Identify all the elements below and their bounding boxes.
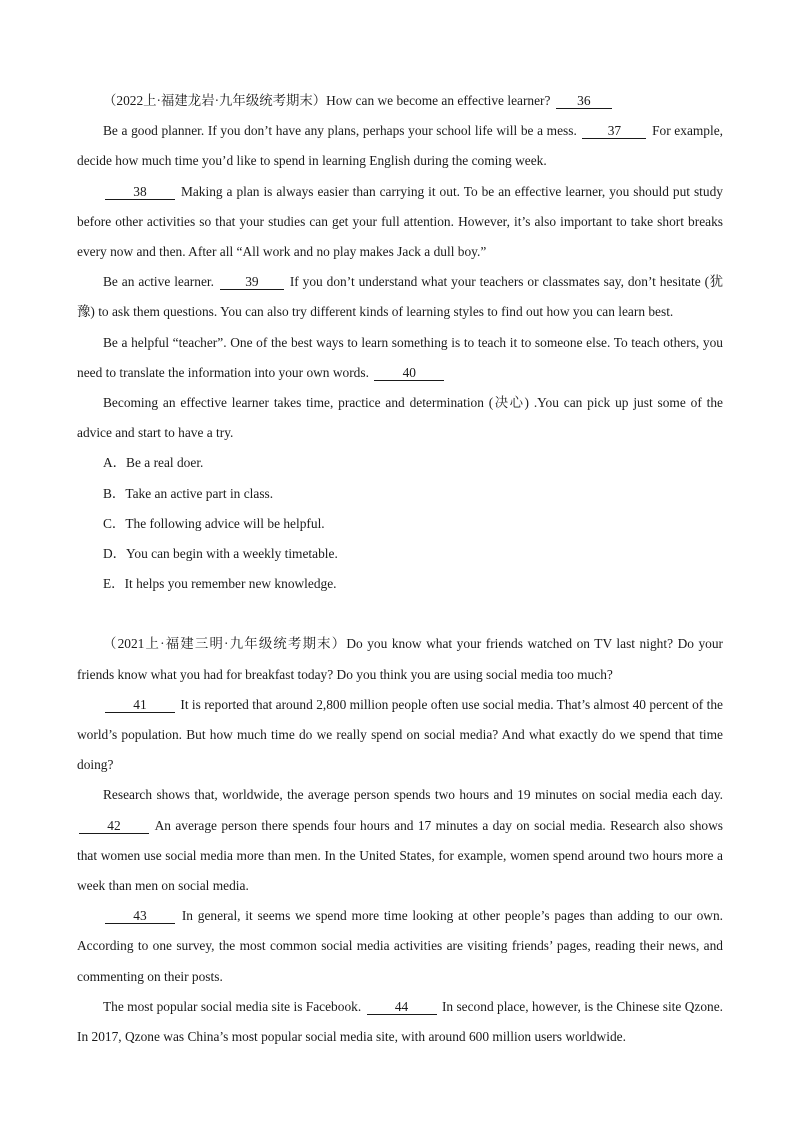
blank-38[interactable]: 38 xyxy=(105,184,175,200)
blank-37[interactable]: 37 xyxy=(582,123,646,139)
text: The most popular social media site is Facebook. xyxy=(103,998,362,1014)
source-label: （2021上·福建三明·九年级统考期末） xyxy=(103,636,347,652)
passage2-para4 xyxy=(77,901,723,992)
question-text: How can we become an effective learner? xyxy=(326,93,551,108)
text: For example, decide how much time you’d like to spend in learning English during the coming week. xyxy=(77,123,724,169)
source-label: （2022上·福建龙岩·九年级统考期末） xyxy=(103,93,327,108)
option-b[interactable]: B．Take an active part in class. xyxy=(103,485,274,501)
text: Research shows that, worldwide, the average person spends two hours and 19 minutes on social media each day. xyxy=(103,787,723,803)
passage1-intro xyxy=(77,86,723,116)
text: Making a plan is always easier than carrying it out. To be an effective learner, you should put study before other activities so that your studies can get your full attention. However, it’s also important to take short breaks every now and then. After all “All work and no play makes Jack a dull boy.” xyxy=(77,183,723,260)
text: In second place, however, is the Chinese site Qzone. In 2017, Qzone was China’s most popular social media site, with around 600 million users worldwide. xyxy=(77,998,723,1045)
blank-44[interactable]: 44 xyxy=(367,999,437,1015)
blank-43[interactable]: 43 xyxy=(105,908,175,924)
blank-39[interactable]: 39 xyxy=(220,274,284,290)
text: In general, it seems we spend more time looking at other people’s pages than adding to our own. According to one survey, the most common social media activities are visiting friends’ pages, reading their news, and commenting on their posts. xyxy=(77,908,723,984)
passage1-para4 xyxy=(77,267,723,327)
option-a[interactable]: A．Be a real doer. xyxy=(103,455,204,471)
text: An average person there spends four hours and 17 minutes a day on social media. Research also shows that women use social media more than men. In the United States, for example, women spend around two hours more a week than men on social media. xyxy=(77,817,723,894)
text: Do you know what your friends watched on TV last night? Do your friends know what you had for breakfast today? Do you think you are using social media too much? xyxy=(77,636,724,682)
text: Be a helpful “teacher”. One of the best ways to learn something is to teach it to someone else. To teach others, you need to translate the information into your own words. xyxy=(77,334,723,380)
blank-42[interactable]: 42 xyxy=(79,818,149,834)
blank-41[interactable]: 41 xyxy=(105,697,175,713)
passage2-intro xyxy=(77,629,723,689)
text: Be a good planner. If you don’t have any plans, perhaps your school life will be a mess. xyxy=(103,123,577,139)
passage1-para6: Becoming an effective learner takes time, practice and determination (决心) .You can pick up just some of the advice and start to have a try. xyxy=(77,395,723,441)
text: If you don’t understand what your teachers or classmates say, don’t hesitate (犹豫) to ask them questions. You can also try different kinds of learning styles to find out how you can learn best. xyxy=(77,274,724,320)
passage2-para5 xyxy=(77,992,723,1052)
passage1-para2 xyxy=(77,116,723,176)
blank-40[interactable]: 40 xyxy=(374,365,444,381)
option-d[interactable]: D．You can begin with a weekly timetable. xyxy=(103,546,338,562)
document-page xyxy=(77,86,723,1052)
section-gap xyxy=(77,599,723,629)
blank-36[interactable]: 36 xyxy=(556,93,612,109)
passage1-para3 xyxy=(77,177,723,268)
option-e[interactable]: E．It helps you remember new knowledge. xyxy=(103,576,337,592)
text: It is reported that around 2,800 million people often use social media. That’s almost 40 percent of the world’s population. But how much time do we really spend on social media? And what exactly do we spend that time doing? xyxy=(77,696,723,773)
passage2-para2 xyxy=(77,690,723,781)
text: Be an active learner. xyxy=(103,274,214,290)
passage2-para3 xyxy=(77,780,723,901)
passage1-para5 xyxy=(77,328,723,388)
option-c[interactable]: C．The following advice will be helpful. xyxy=(103,515,325,531)
